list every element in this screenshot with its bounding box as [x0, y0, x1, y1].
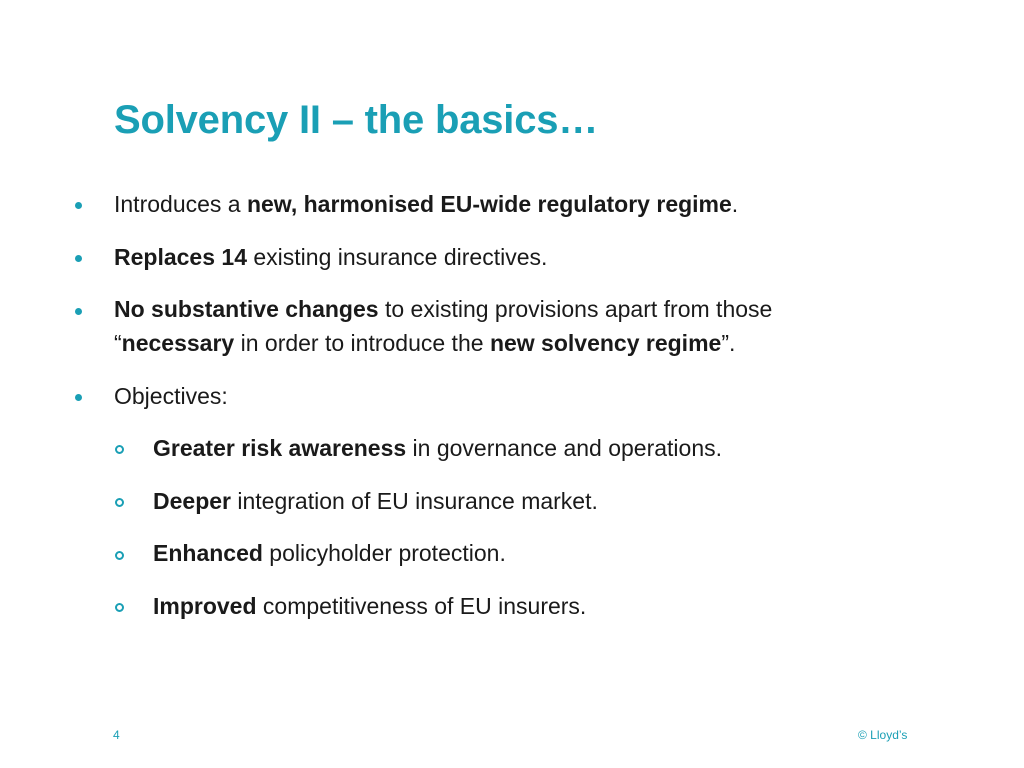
- bullet-item-3-line-2: [114, 326, 735, 360]
- bullet-dot-icon: [75, 202, 82, 209]
- bullet-item-1: [114, 187, 738, 221]
- sub-bullet-ring-icon: [115, 445, 124, 454]
- copyright-notice: © Lloyd’s: [858, 728, 908, 742]
- bullet-bold-text: new, harmonised EU-wide regulatory regime: [246, 191, 732, 217]
- bullet-text: .: [731, 191, 739, 217]
- bullet-dot-icon: [75, 308, 82, 315]
- bullet-text: existing insurance directives.: [246, 244, 548, 270]
- bullet-text: ”.: [721, 330, 736, 356]
- bullet-bold-text: necessary: [121, 330, 235, 356]
- sub-bullet-item-1: [153, 431, 722, 465]
- sub-bullet-ring-icon: [115, 603, 124, 612]
- bullet-text: Objectives:: [114, 383, 228, 409]
- bullet-item-2: [114, 240, 547, 274]
- bullet-bold-text: new solvency regime: [489, 330, 722, 356]
- sub-bullet-text: integration of EU insurance market.: [230, 488, 598, 514]
- bullet-item-4: [114, 379, 228, 413]
- bullet-item-3-line-1: [114, 292, 772, 326]
- sub-bullet-text: competitiveness of EU insurers.: [256, 593, 587, 619]
- sub-bullet-bold-text: Improved: [153, 593, 257, 619]
- sub-bullet-text: in governance and operations.: [406, 435, 723, 461]
- bullet-bold-text: Replaces 14: [114, 244, 247, 270]
- sub-bullet-item-4: [153, 589, 586, 623]
- sub-bullet-item-2: [153, 484, 598, 518]
- bullet-text: in order to introduce the: [234, 330, 490, 356]
- bullet-text: Introduces a: [114, 191, 247, 217]
- sub-bullet-bold-text: Deeper: [153, 488, 231, 514]
- bullet-text: “: [114, 330, 122, 356]
- sub-bullet-ring-icon: [115, 498, 124, 507]
- bullet-text: to existing provisions apart from those: [378, 296, 773, 322]
- bullet-bold-text: No substantive changes: [114, 296, 379, 322]
- bullet-dot-icon: [75, 255, 82, 262]
- page-number: 4: [113, 728, 120, 742]
- sub-bullet-bold-text: Enhanced: [153, 540, 263, 566]
- bullet-dot-icon: [75, 394, 82, 401]
- sub-bullet-ring-icon: [115, 551, 124, 560]
- sub-bullet-item-3: [153, 536, 506, 570]
- sub-bullet-text: policyholder protection.: [262, 540, 506, 566]
- slide-title: Solvency II – the basics…: [114, 98, 599, 142]
- sub-bullet-bold-text: Greater risk awareness: [153, 435, 407, 461]
